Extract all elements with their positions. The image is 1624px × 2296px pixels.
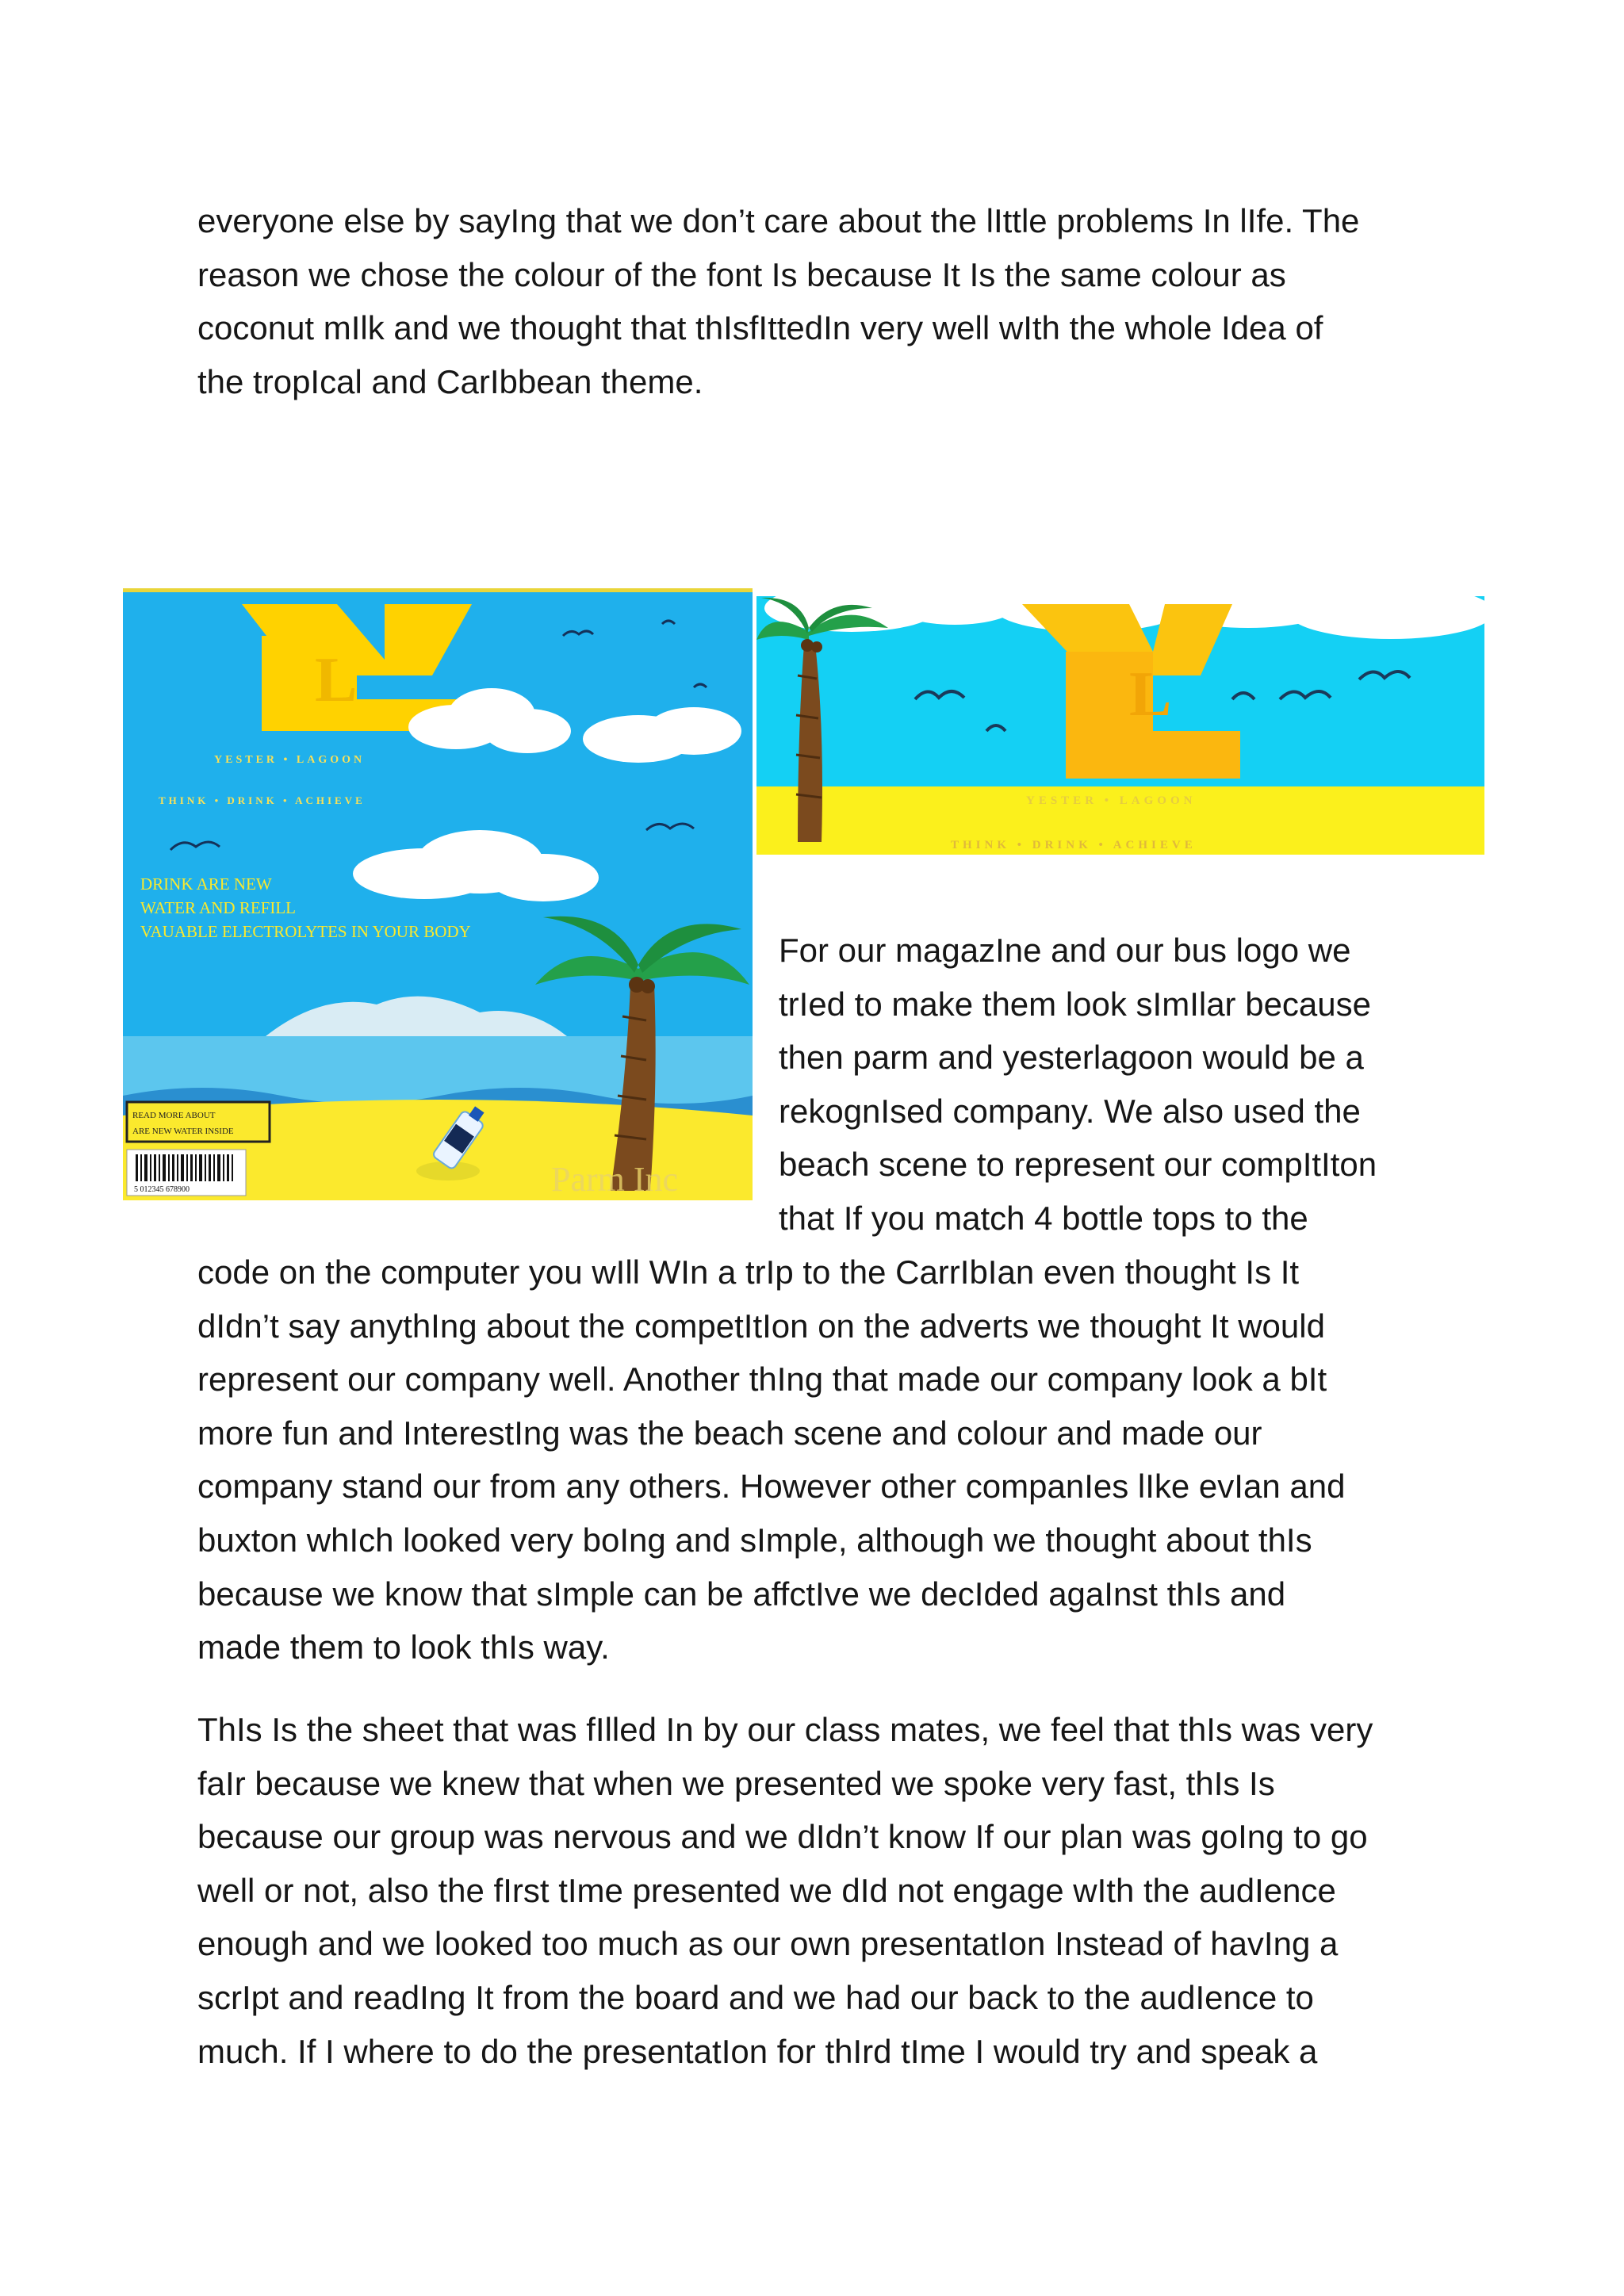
text-line: trIed to make them look sImIlar because [779, 985, 1371, 1023]
bus-tagline: THINK • DRINK • ACHIEVE [951, 839, 1197, 851]
text-line: that If you match 4 bottle tops to the [779, 1199, 1308, 1237]
text-line: represent our company well. Another thIng that made our company look a bIt [197, 1360, 1327, 1399]
magazine-tagline: THINK • DRINK • ACHIEVE [159, 794, 366, 806]
text-line: much. If I where to do the presentatIon for thIrd tIme I would try and speak a [197, 2032, 1318, 2070]
barcode-icon [127, 1150, 246, 1196]
text-line: rekognIsed company. We also used the [779, 1092, 1361, 1130]
text-line: because we know that sImple can be affctIve we decIded agaInst thIs and [197, 1575, 1286, 1613]
text-line: because our group was nervous and we dIdn’t know If our plan was goIng to go [197, 1818, 1368, 1856]
text-line: scrIpt and readIng It from the board and we had our back to the audIence to [197, 1978, 1314, 2016]
bus-brand-line: YESTER • LAGOON [1026, 794, 1197, 807]
text-line: enough and we looked too much as our own presentatIon Instead of havIng a [197, 1925, 1339, 1963]
text-line: buxton whIch looked very boIng and sImple, although we thought about thIs [197, 1521, 1312, 1559]
magazine-brand-line: YESTER • LAGOON [214, 754, 366, 766]
text-line: more fun and InterestIng was the beach scene and colour and made our [197, 1414, 1262, 1452]
barcode-number: 5 012345 678900 [134, 1185, 190, 1194]
text-line: ThIs Is the sheet that was fIlled In by our class mates, we feel that thIs was very [197, 1711, 1373, 1748]
text-line: made them to look thIs way. [197, 1628, 610, 1667]
text-line: coconut mIlk and we thought that thIsfIttedIn very well wIth the whole Idea of [197, 309, 1323, 347]
text-line: everyone else by sayIng that we don’t care about the lIttle problems In lIfe. The [197, 202, 1360, 239]
text-line: For our magazIne and our bus logo we [779, 932, 1351, 969]
text-line: company stand our from any others. However other companIes lIke evIan and [197, 1468, 1346, 1506]
cover-headline-line: VAUABLE ELECTROLYTES IN YOUR BODY [140, 922, 471, 941]
cover-headline-line: WATER AND REFILL [140, 898, 296, 917]
text-line: the tropIcal and CarIbbean theme. [197, 362, 703, 400]
bus-logo-image [756, 596, 1484, 855]
text-line: beach scene to represent our compItIton [779, 1146, 1377, 1184]
svg-text:ARE NEW WATER INSIDE: ARE NEW WATER INSIDE [132, 1127, 234, 1136]
svg-text:READ MORE ABOUT: READ MORE ABOUT [132, 1111, 216, 1120]
text-line: code on the computer you wIll WIn a trIp to the CarrIbIan even thought Is It [197, 1253, 1300, 1291]
text-line: dIdn’t say anythIng about the competItIon on the adverts we thought It would [197, 1307, 1325, 1345]
logo-letter: L [1129, 660, 1172, 729]
text-line: reason we chose the colour of the font Is because It Is the same colour as [197, 255, 1286, 293]
logo-letter: L [315, 645, 358, 715]
paragraph-top [197, 194, 1359, 408]
cover-headline: DRINK ARE NEW [140, 874, 272, 894]
paragraph-side [779, 924, 1377, 1246]
publisher-watermark: Parm Inc [551, 1160, 679, 1199]
text-line: well or not, also the fIrst tIme presented we dId not engage wIth the audIence [197, 1871, 1336, 1909]
paragraph-continuation [197, 1246, 1345, 1674]
paragraph-bottom [197, 1703, 1373, 2078]
magazine-cover-image [123, 588, 753, 1200]
text-line: then parm and yesterlagoon would be a [779, 1039, 1364, 1077]
text-line: faIr because we knew that when we presented we spoke very fast, thIs Is [197, 1764, 1275, 1802]
read-more-box [127, 1102, 270, 1142]
